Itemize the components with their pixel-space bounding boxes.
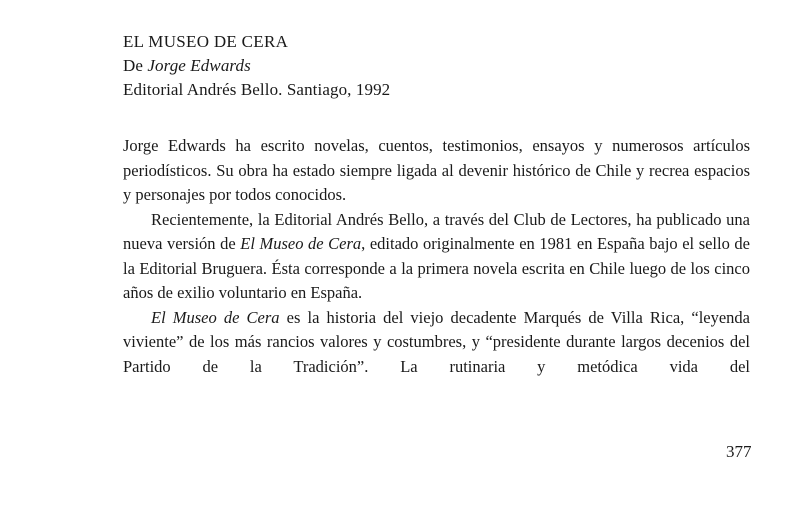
- book-title: EL MUSEO DE CERA: [123, 32, 289, 51]
- paragraph-2-text-before: Recientemente, la Editorial Andrés Bello, a través del Club de Lectores, ha publicado una nueva versión de: [123, 209, 750, 253]
- paragraph-2-book-title: El Museo de Cera: [240, 234, 362, 253]
- author-prefix: De: [123, 56, 148, 75]
- paragraph-3-text: es la historia del viejo decadente Marqués de Villa Rica, “leyenda viviente” de los más rancios valores y costumbres, y “presidente durante largos decenios del Partido de la Tradición”. La rutinaria y metódica vida del: [123, 307, 750, 376]
- book-header: [123, 30, 623, 102]
- publisher-line: Editorial Andrés Bello. Santiago, 1992: [123, 80, 391, 99]
- paragraph-2: [123, 208, 750, 306]
- paragraph-3-book-title: El Museo de Cera: [151, 307, 280, 327]
- paragraph-3: [123, 306, 750, 380]
- paragraph-2-text-after: , editado originalmente en 1981 en España bajo el sello de la Editorial Bruguera. Ésta corresponde a la primera novela escrita en Chile luego de los cinco años de exilio voluntario en España.: [123, 234, 750, 302]
- page-number: 377: [726, 442, 752, 461]
- review-body: [123, 134, 750, 379]
- author-line: [123, 54, 623, 78]
- author-name: Jorge Edwards: [147, 56, 251, 75]
- paragraph-1: Jorge Edwards ha escrito novelas, cuentos, testimonios, ensayos y numerosos artículos periodísticos. Su obra ha estado siempre ligada al devenir histórico de Chile y recrea espacios y personajes por todos conocidos.: [123, 136, 750, 204]
